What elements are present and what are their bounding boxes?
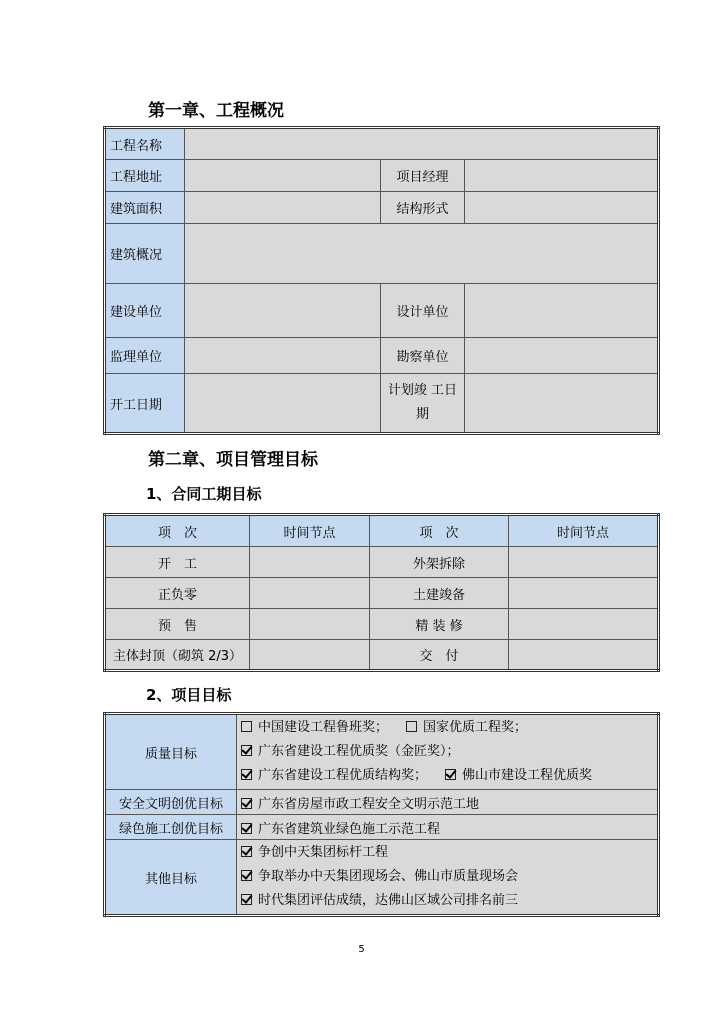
schedule-item: 主体封顶（砌筑 2/3） bbox=[105, 640, 250, 671]
table-row bbox=[105, 547, 659, 578]
header-time-1: 时间节点 bbox=[250, 515, 370, 547]
value-survey-unit bbox=[465, 338, 659, 374]
quality-goal-options bbox=[237, 714, 659, 790]
list-item bbox=[241, 740, 653, 764]
checked-box-icon bbox=[241, 823, 252, 834]
section2-title: 2、项目目标 bbox=[146, 686, 232, 704]
list-item bbox=[241, 865, 653, 889]
project-goals-table bbox=[103, 712, 660, 917]
schedule-time bbox=[509, 609, 659, 640]
value-design-unit bbox=[465, 284, 659, 338]
label-design-unit: 设计单位 bbox=[381, 284, 465, 338]
schedule-item: 交 付 bbox=[370, 640, 509, 671]
header-item-2: 项 次 bbox=[370, 515, 509, 547]
value-project-manager bbox=[465, 160, 659, 192]
checkbox-option bbox=[406, 716, 527, 740]
value-project-address bbox=[185, 160, 381, 192]
checkbox-option bbox=[241, 889, 518, 913]
value-start-date bbox=[185, 374, 381, 434]
checkbox-option bbox=[241, 716, 388, 740]
label-start-date: 开工日期 bbox=[105, 374, 185, 434]
list-item bbox=[241, 889, 653, 913]
label-project-name: 工程名称 bbox=[105, 128, 185, 160]
schedule-item: 精 装 修 bbox=[370, 609, 509, 640]
schedule-time bbox=[509, 578, 659, 609]
label-overview: 建筑概况 bbox=[105, 224, 185, 284]
value-overview bbox=[185, 224, 659, 284]
schedule-item: 预 售 bbox=[105, 609, 250, 640]
value-project-name bbox=[185, 128, 659, 160]
value-supervision-unit bbox=[185, 338, 381, 374]
checked-box-icon bbox=[445, 769, 456, 780]
option-label: 争取举办中天集团现场会、佛山市质量现场会 bbox=[258, 869, 519, 884]
green-goal-option bbox=[237, 815, 659, 840]
schedule-time bbox=[509, 547, 659, 578]
label-building-area: 建筑面积 bbox=[105, 192, 185, 224]
schedule-item: 土建竣备 bbox=[370, 578, 509, 609]
option-label: 国家优质工程奖； bbox=[423, 720, 528, 735]
checkbox-option bbox=[241, 841, 388, 865]
checkbox-option bbox=[445, 764, 592, 788]
header-item-1: 项 次 bbox=[105, 515, 250, 547]
schedule-table bbox=[103, 513, 660, 672]
label-planned-completion: 计划竣 工日期 bbox=[381, 374, 465, 434]
option-label: 广东省房屋市政工程安全文明示范工地 bbox=[258, 796, 480, 812]
label-quality-goal: 质量目标 bbox=[105, 714, 237, 790]
label-survey-unit: 勘察单位 bbox=[381, 338, 465, 374]
value-structure-form bbox=[465, 192, 659, 224]
label-supervision-unit: 监理单位 bbox=[105, 338, 185, 374]
checked-box-icon bbox=[241, 870, 252, 881]
page-number: 5 bbox=[358, 944, 365, 955]
schedule-time bbox=[509, 640, 659, 671]
schedule-item: 外架拆除 bbox=[370, 547, 509, 578]
list-item bbox=[241, 841, 653, 865]
schedule-item: 正负零 bbox=[105, 578, 250, 609]
option-label: 时代集团评估成绩，达佛山区域公司排名前三 bbox=[258, 893, 519, 908]
safety-goal-option bbox=[237, 790, 659, 815]
checkbox-option bbox=[241, 740, 460, 764]
value-planned-completion bbox=[465, 374, 659, 434]
option-label: 争创中天集团标杆工程 bbox=[258, 845, 389, 860]
label-green-goal: 绿色施工创优目标 bbox=[105, 815, 237, 840]
header-time-2: 时间节点 bbox=[509, 515, 659, 547]
project-overview-table bbox=[103, 126, 660, 435]
list-item bbox=[241, 716, 653, 740]
unchecked-box-icon bbox=[406, 721, 417, 732]
table-row bbox=[105, 640, 659, 671]
value-construction-unit bbox=[185, 284, 381, 338]
checkbox-option bbox=[241, 764, 427, 788]
option-label: 广东省建设工程优质奖（金匠奖）； bbox=[258, 744, 460, 759]
section1-title: 1、合同工期目标 bbox=[146, 485, 262, 503]
list-item bbox=[241, 764, 653, 788]
checked-box-icon bbox=[241, 894, 252, 905]
label-project-address: 工程地址 bbox=[105, 160, 185, 192]
table-row bbox=[105, 609, 659, 640]
option-label: 中国建设工程鲁班奖； bbox=[258, 720, 389, 735]
label-other-goal: 其他目标 bbox=[105, 840, 237, 916]
schedule-time bbox=[250, 578, 370, 609]
checked-box-icon bbox=[241, 798, 252, 809]
schedule-time bbox=[250, 640, 370, 671]
checkbox-option bbox=[241, 865, 518, 889]
checked-box-icon bbox=[241, 846, 252, 857]
other-goal-options bbox=[237, 840, 659, 916]
schedule-item: 开 工 bbox=[105, 547, 250, 578]
chapter1-title: 第一章、工程概况 bbox=[148, 101, 284, 121]
chapter2-title: 第二章、项目管理目标 bbox=[148, 450, 318, 470]
checked-box-icon bbox=[241, 745, 252, 756]
value-building-area bbox=[185, 192, 381, 224]
checkbox-option bbox=[241, 793, 479, 812]
label-project-manager: 项目经理 bbox=[381, 160, 465, 192]
label-structure-form: 结构形式 bbox=[381, 192, 465, 224]
checked-box-icon bbox=[241, 769, 252, 780]
schedule-time bbox=[250, 547, 370, 578]
option-label: 广东省建设工程优质结构奖； bbox=[258, 768, 428, 783]
option-label: 佛山市建设工程优质奖 bbox=[462, 768, 593, 783]
label-construction-unit: 建设单位 bbox=[105, 284, 185, 338]
checkbox-option bbox=[241, 818, 440, 837]
label-safety-goal: 安全文明创优目标 bbox=[105, 790, 237, 815]
option-label: 广东省建筑业绿色施工示范工程 bbox=[258, 821, 441, 837]
table-row bbox=[105, 578, 659, 609]
schedule-time bbox=[250, 609, 370, 640]
unchecked-box-icon bbox=[241, 721, 252, 732]
